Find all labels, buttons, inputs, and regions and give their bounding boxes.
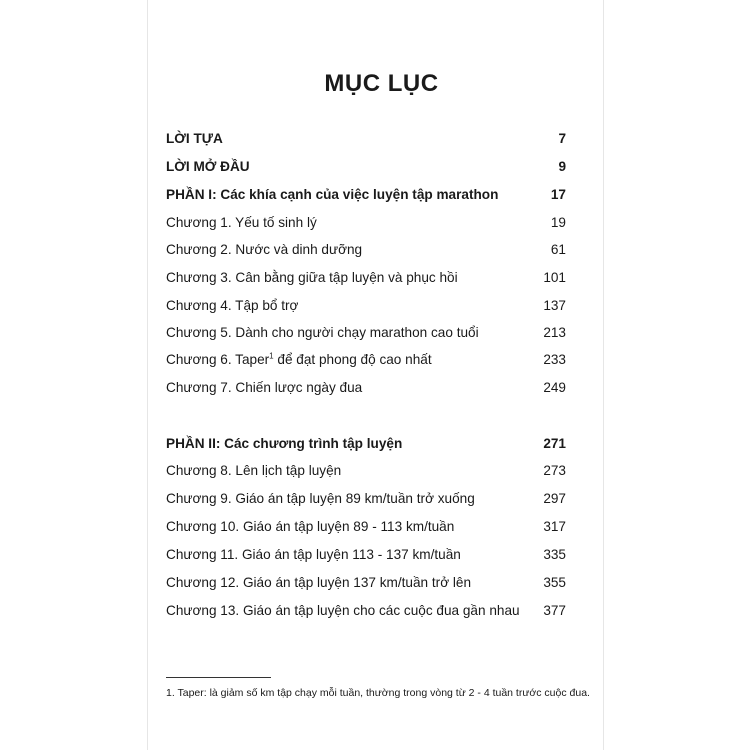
toc-entry (166, 597, 566, 623)
toc-entry-label: Chương 10. Giáo án tập luyện 89 - 113 km/tuần (166, 518, 455, 534)
toc-entry-page: 7 (558, 130, 566, 146)
toc-entry-page: 233 (543, 351, 566, 367)
toc-entry (166, 457, 566, 483)
toc-entry-page: 377 (543, 602, 566, 618)
footnote-divider (166, 677, 271, 678)
toc-entry (166, 430, 566, 456)
toc-entry-page: 297 (543, 490, 566, 506)
toc-entry-label (166, 352, 536, 367)
page-title: MỤC LỤC (324, 70, 439, 97)
toc-entry-page: 9 (558, 158, 566, 174)
toc-entry-label: PHẦN I: Các khía cạnh của việc luyện tập marathon (166, 186, 499, 202)
toc-entry-label: Chương 3. Cân bằng giữa tập luyện và phục hồi (166, 269, 458, 285)
toc-entry (166, 319, 566, 345)
toc-entry-label: Chương 11. Giáo án tập luyện 113 - 137 km/tuần (166, 546, 461, 562)
toc-entry-page: 317 (543, 518, 566, 534)
toc-entry-label: PHẦN II: Các chương trình tập luyện (166, 435, 403, 451)
toc-entry-page: 17 (550, 186, 566, 202)
toc-entry-label: Chương 13. Giáo án tập luyện cho các cuộc đua gần nhau (166, 602, 520, 618)
toc-entry (166, 125, 566, 151)
toc-entry (166, 485, 566, 511)
toc-entry-label: Chương 12. Giáo án tập luyện 137 km/tuần trở lên (166, 574, 472, 590)
toc-entry (166, 209, 566, 235)
toc-entry (166, 569, 566, 595)
toc-entry (166, 236, 566, 262)
toc-entry (166, 292, 566, 318)
toc-entry-label-text: Chương 6. Taper (166, 351, 270, 367)
toc-entry-label: Chương 4. Tập bổ trợ (166, 297, 299, 313)
toc-entry-label: Chương 8. Lên lịch tập luyện (166, 462, 342, 478)
toc-entry-label: LỜI TỰA (166, 130, 223, 146)
toc-entry-label: LỜI MỞ ĐẦU (166, 158, 250, 174)
toc-entry-page: 19 (550, 214, 566, 230)
footnote: 1. Taper: là giảm số km tập chạy mỗi tuần, thường trong vòng từ 2 - 4 tuần trước cuộc đua. (166, 687, 590, 699)
toc-entry-page: 213 (543, 324, 566, 340)
toc-entry-page: 273 (543, 462, 566, 478)
toc-entry-label: Chương 1. Yếu tố sinh lý (166, 214, 317, 230)
toc-entry-page: 61 (550, 241, 566, 257)
toc-entry (166, 181, 566, 207)
toc-entry (166, 541, 566, 567)
toc-entry-label: Chương 2. Nước và dinh dưỡng (166, 241, 363, 257)
toc-entry (166, 153, 566, 179)
toc-entry (166, 374, 566, 400)
toc-entry (166, 513, 566, 539)
toc-entry (166, 264, 566, 290)
toc-entry-label: Chương 7. Chiến lược ngày đua (166, 379, 363, 395)
toc-entry (166, 346, 566, 372)
footnote-marker: 1 (269, 350, 274, 360)
book-page (148, 0, 603, 750)
toc-entry-page: 101 (543, 269, 566, 285)
toc-entry-page: 137 (543, 297, 566, 313)
toc-entry-page: 355 (543, 574, 566, 590)
toc-entry-label: Chương 5. Dành cho người chạy marathon cao tuổi (166, 324, 479, 340)
toc-entry-page: 249 (543, 379, 566, 395)
toc-entry-label-text: để đạt phong độ cao nhất (273, 351, 432, 367)
toc-entry-page: 271 (543, 435, 566, 451)
toc-entry-label: Chương 9. Giáo án tập luyện 89 km/tuần trở xuống (166, 490, 475, 506)
toc-entry-page: 335 (543, 546, 566, 562)
